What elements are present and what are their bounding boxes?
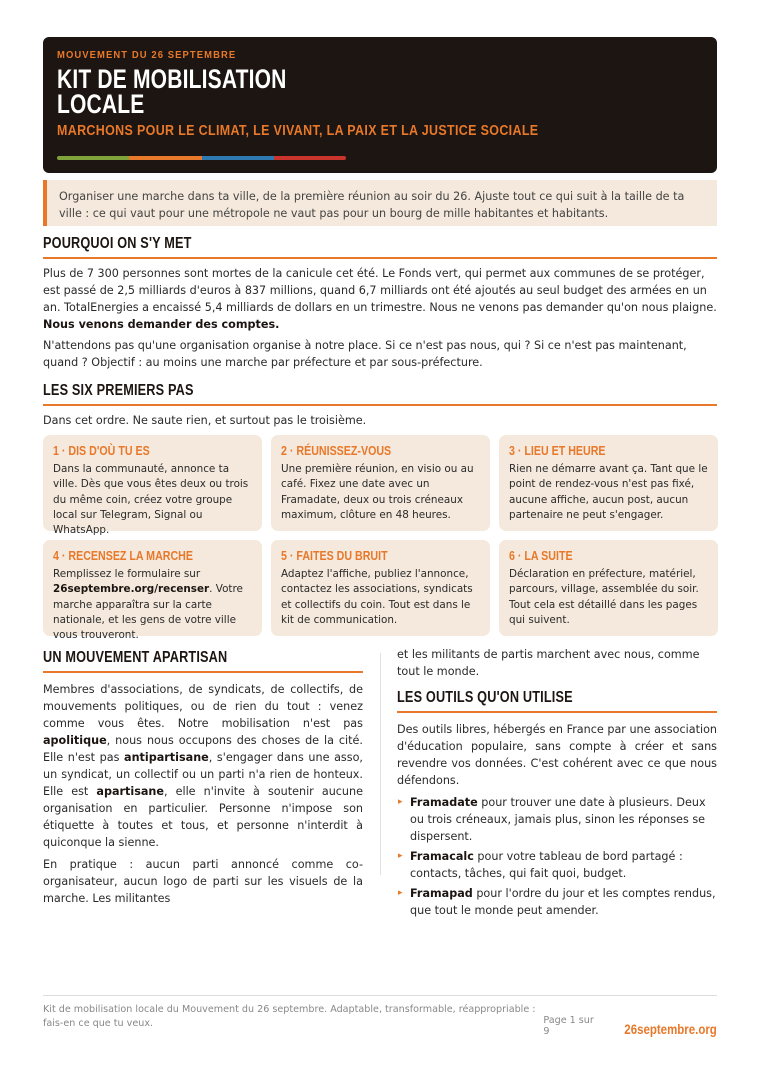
step-text — [53, 567, 252, 643]
step-title: 4 · RECENSEZ LA MARCHE — [53, 548, 193, 563]
two-column-section — [43, 649, 717, 922]
step-text: Adaptez l'affiche, publiez l'annonce, contactez les associations, syndicats et collectifs du coin. Tout est dans le kit de communication. — [281, 568, 473, 626]
section-steps — [43, 382, 717, 642]
header-eyebrow: MOUVEMENT DU 26 SEPTEMBRE — [57, 49, 237, 61]
step-card-4 — [43, 540, 262, 642]
apartisan-paragraph-2: En pratique : aucun parti annoncé comme co-organisateur, aucun logo de parti sur les visuels de la marche. Les militantes — [43, 858, 363, 905]
bold-antipartisane: antipartisane — [124, 751, 209, 764]
step-title: 2 · RÉUNISSEZ-VOUS — [281, 443, 392, 458]
text-part: , nous nous occupons des choses de la cité. Elle n'est pas — [43, 734, 363, 764]
tools-lead: Des outils libres, hébergés en France par une association d'éducation populaire, sans compte à créer et sans revendre vos données. C'est cohérent avec ce que nous défendons. — [397, 723, 717, 787]
tool-description: pour l'ordre du jour et les comptes rendus, que tout le monde peut amender. — [410, 887, 716, 917]
footer-right — [543, 1003, 717, 1037]
bold-apolitique: apolitique — [43, 734, 107, 747]
step-card-5 — [271, 540, 490, 636]
section-rule — [397, 711, 717, 713]
intro-callout: Organiser une marche dans ta ville, de la première réunion au soir du 26. Ajuste tout ce qui suit à la taille de ta ville : ce qui vaut pour une métropole ne vaut pas pour un bourg de mille habitantes et habitants. — [43, 180, 717, 226]
section-rule — [43, 257, 717, 259]
bullet-triangle-icon: ▸ — [398, 888, 403, 898]
title-line-1: KIT DE MOBILISATION — [57, 64, 287, 94]
section-rule — [43, 671, 363, 673]
tools-list — [397, 794, 717, 919]
right-column — [397, 649, 717, 922]
stripe-blue — [202, 156, 274, 160]
section-rule — [43, 404, 717, 406]
site-link[interactable]: 26septembre.org — [624, 1021, 717, 1037]
step-title: 5 · FAITES DU BRUIT — [281, 548, 388, 563]
step-text: Une première réunion, en visio ou au café. Fixez une date avec un Framadate, deux ou trois créneaux maximum, clôture en 48 heures. — [281, 463, 474, 521]
apartisan-paragraph-1 — [43, 681, 363, 851]
section-why — [43, 235, 717, 371]
bold-apartisane: apartisane — [96, 785, 164, 798]
step-text-part: Remplissez le formulaire sur — [53, 568, 201, 580]
stripe-red — [274, 156, 346, 160]
tool-description: pour trouver une date à plusieurs. Deux ou trois créneaux, jamais plus, sinon les réponses se dispersent. — [410, 796, 706, 843]
why-paragraph-2: N'attendons pas qu'une organisation organise à notre place. Si ce n'est pas nous, qui ? Si ce n'est pas maintenant, quand ? Objectif : au moins une marche par préfecture et par sous-préfecture. — [43, 339, 687, 369]
page-subtitle: MARCHONS POUR LE CLIMAT, LE VIVANT, LA PAIX ET LA JUSTICE SOCIALE — [57, 123, 539, 139]
why-paragraph-1-bold: Nous venons demander des comptes. — [43, 318, 280, 331]
section-heading-why: POURQUOI ON S'Y MET — [43, 235, 192, 252]
bullet-triangle-icon: ▸ — [398, 797, 403, 807]
page — [43, 37, 717, 922]
page-number: Page 1 sur 9 — [543, 1015, 594, 1037]
step-card-1 — [43, 435, 262, 537]
page-footer — [43, 995, 717, 1037]
section-tools — [397, 689, 717, 919]
step-title: 1 · DIS D'OÙ TU ES — [53, 443, 150, 458]
step-text-part: . Votre marche apparaîtra sur la carte nationale, et les gens de votre ville vous trouveront. — [53, 583, 243, 642]
bullet-triangle-icon: ▸ — [398, 851, 403, 861]
left-column — [43, 649, 363, 922]
section-heading-steps: LES SIX PREMIERS PAS — [43, 382, 194, 399]
stripe-green — [57, 156, 129, 160]
step-text: Déclaration en préfecture, matériel, parcours, village, assemblée du soir. Tout cela est détaillé dans les pages qui suivent. — [509, 568, 699, 626]
tool-name: Framadate — [410, 796, 478, 809]
footer-note: Kit de mobilisation locale du Mouvement du 26 septembre. Adaptable, transformable, réappropriable : fais-en ce que tu veux. — [43, 1004, 536, 1029]
list-item — [397, 848, 717, 882]
header-banner — [43, 37, 717, 173]
section-heading-apartisan: UN MOUVEMENT APARTISAN — [43, 649, 228, 666]
steps-grid — [43, 435, 717, 642]
steps-lead: Dans cet ordre. Ne saute rien, et surtout pas le troisième. — [43, 414, 367, 427]
text-part: Membres d'associations, de syndicats, de collectifs, de mouvements politiques, ou de rien du tout : venez comme vous êtes. Notre mobilisation n'est pas — [43, 683, 363, 730]
tool-name: Framacalc — [410, 850, 474, 863]
text-part: , s'engager dans une asso, un syndicat, un collectif ou un parti n'a rien de honteux. Elle est — [43, 751, 363, 798]
why-paragraph-1-text: Plus de 7 300 personnes sont mortes de la canicule cet été. Le Fonds vert, qui permet aux communes de se protéger, est passé de 2,5 milliards d'euros à 837 millions, quand 6,7 milliards ont été ajoutés au seul budget des armées en un an. TotalEnergies a encaissé 5,4 milliards de dollars en un trimestre. Nous ne venons pas demander qu'on nous plaigne. — [43, 267, 717, 314]
text-part: , elle n'invite à soutenir aucune organisation en particulier. Personne n'impose son étiquette à toutes et tous, et personne n'interdit à quiconque la sienne. — [43, 785, 363, 849]
list-item — [397, 885, 717, 919]
color-stripes — [57, 156, 346, 160]
list-item — [397, 794, 717, 845]
step-text: Rien ne démarre avant ça. Tant que le point de rendez-vous n'est pas fixé, aucune affiche, aucun post, aucun partenaire ne peut s'engager. — [509, 463, 708, 521]
recenser-link-text: 26septembre.org/recenser — [53, 583, 210, 596]
step-title: 3 · LIEU ET HEURE — [509, 443, 606, 458]
stripe-orange — [129, 156, 201, 160]
step-text: Dans la communauté, annonce ta ville. Dès que vous êtes deux ou trois du même coin, créez votre groupe local sur Telegram, Signal ou WhatsApp. — [53, 463, 249, 537]
step-title: 6 · LA SUITE — [509, 548, 573, 563]
tool-description: pour votre tableau de bord partagé : contacts, tâches, qui fait quoi, budget. — [410, 850, 683, 880]
apartisan-paragraph-2-continued: et les militants de partis marchent avec nous, comme tout le monde. — [397, 648, 700, 678]
why-paragraph-1 — [43, 265, 717, 333]
step-card-2 — [271, 435, 490, 531]
section-heading-tools: LES OUTILS QU'ON UTILISE — [397, 689, 573, 706]
page-title — [57, 64, 561, 119]
title-line-2: LOCALE — [57, 89, 145, 119]
column-divider — [380, 653, 381, 875]
step-card-3 — [499, 435, 718, 531]
tool-name: Framapad — [410, 887, 473, 900]
step-card-6 — [499, 540, 718, 636]
